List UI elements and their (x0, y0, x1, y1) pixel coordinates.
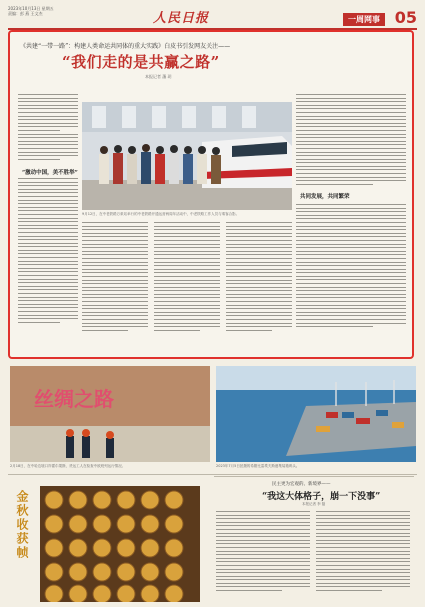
section-badge: 一周网事 (343, 13, 385, 26)
silk-road-caption: 2月18日，在中哈边境口岸霍尔果斯，货运工人在检查中欧班列运行情况。 (10, 464, 126, 468)
section-divider (8, 474, 417, 475)
silk-road-photo (10, 366, 210, 462)
article-byline: 本报记者 藩 玥 (145, 74, 172, 79)
newspaper-logo: 人民日报 (153, 11, 210, 26)
harvest-title-block (10, 490, 38, 600)
body-column-1 (18, 94, 78, 162)
silk-road-sign: 丝绸之路 (34, 387, 114, 411)
secondary-byline: 本报记者 李 磊 (302, 502, 326, 506)
harvest-photo (40, 486, 200, 602)
masthead (8, 4, 417, 30)
article-headline[interactable]: “我们走的是共赢之路” (62, 53, 220, 71)
secondary-column-1 (216, 511, 310, 594)
date-line: 2023年10月13日 星期五 (8, 6, 54, 11)
secondary-column-2 (316, 511, 410, 594)
body-column-4 (226, 222, 292, 333)
port-graphic (216, 366, 416, 462)
masthead-info (8, 6, 54, 16)
secondary-article[interactable] (214, 476, 414, 603)
port-photo (216, 366, 416, 462)
port-caption: 2023年7月5日拍摄的希腊比雷埃夫斯港集装箱码头。 (216, 464, 300, 468)
editors-line: 责编：彭 燕 王文杰 (8, 11, 43, 16)
harvest-graphic (40, 486, 200, 602)
body-column-3 (154, 222, 220, 333)
article-kicker: 《共建“一带一路”：构建人类命运共同体的重大实践》白皮书引发网友关注—— (20, 43, 231, 50)
body-column-1b (18, 178, 78, 325)
train-station-photo (82, 102, 292, 210)
secondary-headline[interactable]: “我这大体格子，崩一下没事” (262, 492, 381, 502)
body-column-right-b (296, 204, 406, 330)
subhead-1: “激动中国，美不胜举” (22, 170, 78, 176)
body-column-right (296, 94, 406, 187)
subhead-2: 共同发展，共同繁荣 (300, 194, 350, 200)
photo-caption: 9月12日，在中老铁路万象站举行的中老铁路开通运营两周年活动中，中老铁路工作人员与乘客合影。 (82, 212, 240, 216)
page-number: 05 (394, 8, 417, 27)
body-column-2 (82, 222, 148, 333)
silk-road-graphic (10, 366, 210, 462)
train-photo-graphic (82, 102, 292, 210)
harvest-title: 金秋收获帧 (15, 490, 29, 560)
main-article[interactable] (8, 30, 414, 359)
secondary-kicker: 民主更为宏观的、新境界—— (272, 482, 331, 487)
